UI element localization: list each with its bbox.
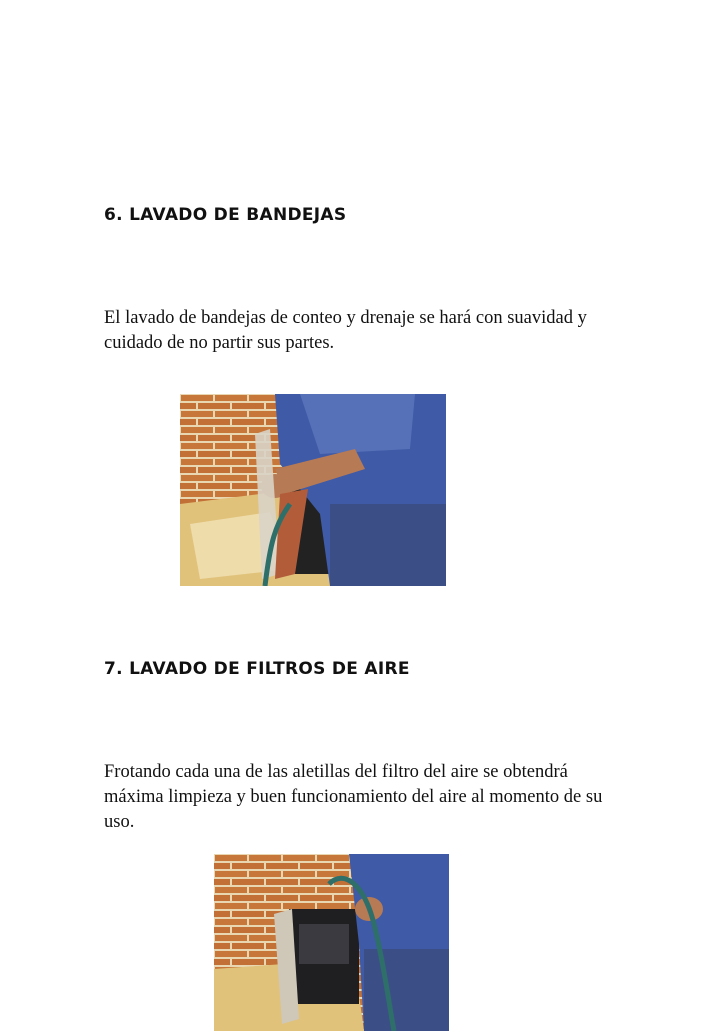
section-7-paragraph: Frotando cada una de las aletillas del filtro del aire se obtendrá máxima limpieza y buen funcionamiento del aire al momento de su uso. — [104, 762, 603, 832]
section-7-heading: 7. LAVADO DE FILTROS DE AIRE — [104, 659, 410, 679]
photo-washing-air-filter — [214, 854, 449, 1031]
section-6-heading: 6. LAVADO DE BANDEJAS — [104, 205, 347, 225]
photo-washing-air-filter-icon — [214, 854, 449, 1031]
section-6-paragraph: El lavado de bandejas de conteo y drenaje se hará con suavidad y cuidado de no partir sus partes. — [104, 308, 587, 353]
photo-washing-trays-icon — [180, 394, 446, 586]
photo-washing-trays — [180, 394, 446, 586]
